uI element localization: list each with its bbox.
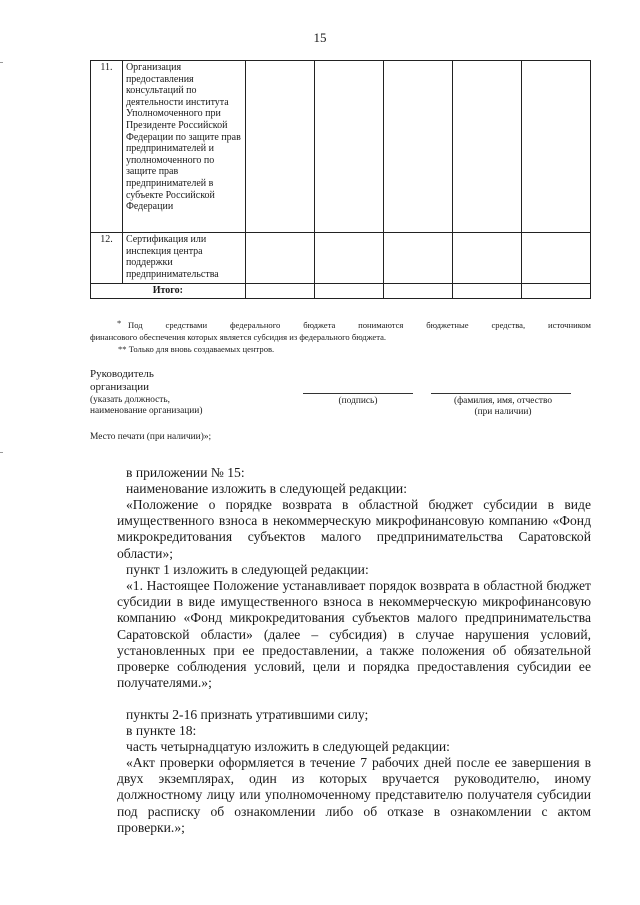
footnote-mark: *	[117, 318, 122, 328]
body-paragraph: в пункте 18:	[126, 723, 197, 738]
body-paragraph: часть четырнадцатую изложить в следующей редакции:	[126, 739, 450, 754]
footnote-1-line-2: финансового обеспечения которых является субсидия из федерального бюджета.	[90, 332, 387, 342]
page-number: 15	[313, 30, 327, 45]
name-caption-2: (при наличии)	[474, 407, 532, 417]
table-cell	[452, 233, 521, 284]
row-number: 12.	[91, 233, 123, 284]
table-total-row	[91, 284, 591, 299]
table-cell	[314, 284, 383, 299]
table-cell	[521, 284, 590, 299]
body-paragraph: наименование изложить в следующей редакции:	[126, 481, 407, 496]
table-cell	[521, 233, 590, 284]
table-cell	[314, 61, 383, 233]
organization-hint: наименование организации)	[90, 406, 203, 416]
table-cell	[452, 61, 521, 233]
table-cell	[452, 284, 521, 299]
body-paragraph: «Акт проверки оформляется в течение 7 рабочих дней после ее завершения в двух экземплярах, один из которых вручается руководителю, иному должностному лицу или уполномоченному представителю получателя субсидии под расписку об ознакомлении либо об отказе в ознакомлении с актом проверки.»;	[117, 755, 591, 835]
signature-caption: (подпись)	[338, 396, 378, 406]
stamp-place: Место печати (при наличии)»;	[90, 432, 212, 442]
head-label: Руководитель	[90, 368, 154, 380]
org-label: организации	[90, 381, 150, 393]
body-paragraph: пункт 1 изложить в следующей редакции:	[126, 562, 369, 577]
body-paragraph: «1. Настоящее Положение устанавливает порядок возврата в областной бюджет субсидии в виде имущественного взноса в некоммерческую микрофинансовую компанию «Фонд микрокредитования субъектов малого предпринимательства Саратовской области» (далее – субсидия) в случае нарушения условий, установленных при ее предоставлении, а также положения об обязательной проверке соблюдения условий, цели и порядка предоставления субсидии ее получателями.»;	[117, 578, 591, 691]
table-cell	[383, 284, 452, 299]
table-cell	[245, 284, 314, 299]
report-table	[90, 60, 591, 299]
margin-mark	[0, 452, 3, 453]
row-name: Сертификация или инспекция центра поддержки предпринимательства	[122, 233, 245, 284]
table-cell	[383, 233, 452, 284]
row-name: Организация предоставления консультаций по деятельности института Уполномоченного при Президенте Российской Федерации по защите прав предпринимателей и уполномоченного по защите прав предпринимателей в субъекте Российской Федерации	[122, 61, 245, 233]
table-row	[91, 61, 591, 233]
table-cell	[383, 61, 452, 233]
footnote-1-line-1: Под средствами федерального бюджета понимаются бюджетные средства, источником	[128, 320, 591, 330]
body-paragraph: в приложении № 15:	[126, 465, 245, 480]
footnote-2: ** Только для вновь создаваемых центров.	[118, 344, 275, 354]
body-paragraph: пункты 2-16 признать утратившими силу;	[126, 707, 369, 722]
table-cell	[245, 61, 314, 233]
row-number: 11.	[91, 61, 123, 233]
table-cell	[245, 233, 314, 284]
position-hint: (указать должность,	[90, 395, 171, 405]
table-cell	[521, 61, 590, 233]
body-paragraph: «Положение о порядке возврата в областной бюджет субсидии в виде имущественного взноса в некоммерческую микрофинансовую компанию «Фонд микрокредитования субъектов малого предпринимательства Саратовской области»;	[117, 497, 591, 561]
table-cell	[314, 233, 383, 284]
table-row	[91, 233, 591, 284]
margin-mark	[0, 62, 3, 63]
total-label: Итого:	[91, 284, 246, 299]
signature-line	[303, 393, 413, 394]
name-line	[431, 393, 571, 394]
name-caption: (фамилия, имя, отчество	[453, 396, 553, 406]
